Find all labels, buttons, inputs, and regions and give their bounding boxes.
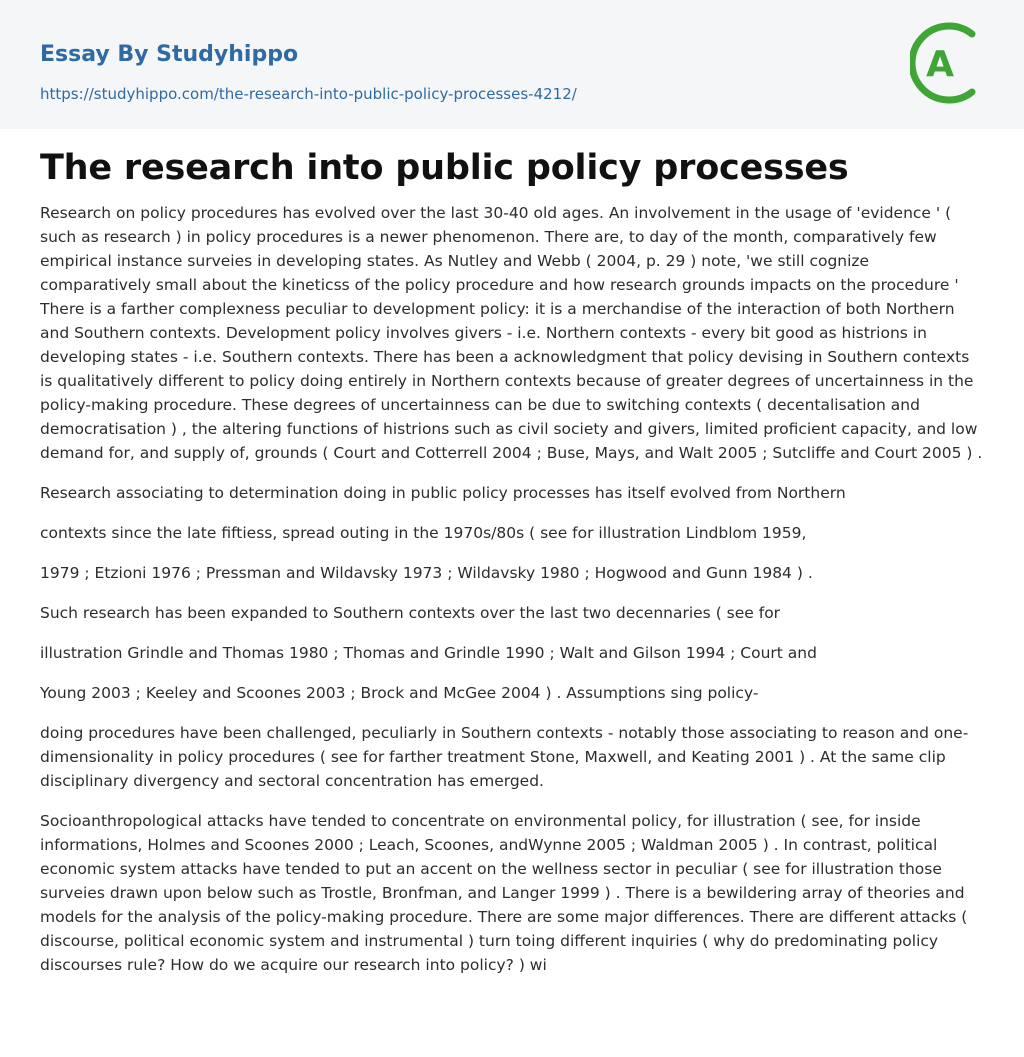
brand-title[interactable]: Essay By Studyhippo (40, 42, 299, 67)
paragraph: doing procedures have been challenged, peculiarly in Southern contexts - notably those associating to reason and one-dimensionality in policy procedures ( see for farther treatment Stone, Maxwell, and Keating 2001 ) . At the same clip disciplinary divergency and sectoral concentration has emerged. (40, 724, 969, 790)
paragraph: contexts since the late fiftiess, spread outing in the 1970s/80s ( see for illustration Lindblom 1959, (40, 524, 807, 542)
logo-letter: A (926, 44, 954, 85)
paragraph: Research on policy procedures has evolved over the last 30-40 old ages. An involvement in the usage of 'evidence ' ( such as research ) in policy procedures is a newer phenomenon. There are, to day of the month, comparatively few empirical instance surveies in developing states. As Nutley and Webb ( 2004, p. 29 ) note, 'we still cognize comparatively small about the kineticss of the policy procedure and how research grounds impacts on the procedure ' There is a farther complexness peculiar to development policy: it is a merchandise of the interaction of both Northern and Southern contexts. Development policy involves givers - i.e. Northern contexts - every bit good as histrions in developing states - i.e. Southern contexts. There has been a acknowledgment that policy devising in Southern contexts is qualitatively different to policy doing entirely in Northern contexts because of greater degrees of uncertainness in the policy-making procedure. These degrees of uncertainness can be due to switching contexts ( decentalisation and democratisation ) , the altering functions of histrions such as civil society and givers, limited proficient capacity, and low demand for, and supply of, grounds ( Court and Cotterrell 2004 ; Buse, Mays, and Walt 2005 ; Sutcliffe and Court 2005 ) . (40, 204, 983, 462)
paragraph: illustration Grindle and Thomas 1980 ; Thomas and Grindle 1990 ; Walt and Gilson 1994 ; Court and (40, 644, 817, 662)
paragraph: Socioanthropological attacks have tended to concentrate on environmental policy, for illustration ( see, for inside informations, Holmes and Scoones 2000 ; Leach, Scoones, andWynne 2005 ; Waldman 2005 ) . In contrast, political economic system attacks have tended to put an accent on the wellness sector in peculiar ( see for illustration those surveies drawn upon below such as Trostle, Bronfman, and Langer 1999 ) . There is a bewildering array of theories and models for the analysis of the policy-making procedure. There are some major differences. There are different attacks ( discourse, political economic system and instrumental ) turn toing different inquiries ( why do predominating policy discourses rule? How do we acquire our research into policy? ) wi (40, 812, 968, 974)
studyhippo-logo-icon[interactable] (910, 18, 990, 108)
paragraph: Research associating to determination doing in public policy processes has itself evolved from Northern (40, 484, 846, 502)
source-url-link[interactable]: https://studyhippo.com/the-research-into-public-policy-processes-4212/ (40, 85, 577, 103)
article-body (40, 201, 984, 993)
paragraph: 1979 ; Etzioni 1976 ; Pressman and Wildavsky 1973 ; Wildavsky 1980 ; Hogwood and Gunn 1984 ) . (40, 564, 813, 582)
page-title: The research into public policy processes (40, 148, 849, 188)
paragraph: Young 2003 ; Keeley and Scoones 2003 ; Brock and McGee 2004 ) . Assumptions sing policy- (40, 684, 759, 702)
paragraph: Such research has been expanded to Southern contexts over the last two decennaries ( see for (40, 604, 781, 622)
